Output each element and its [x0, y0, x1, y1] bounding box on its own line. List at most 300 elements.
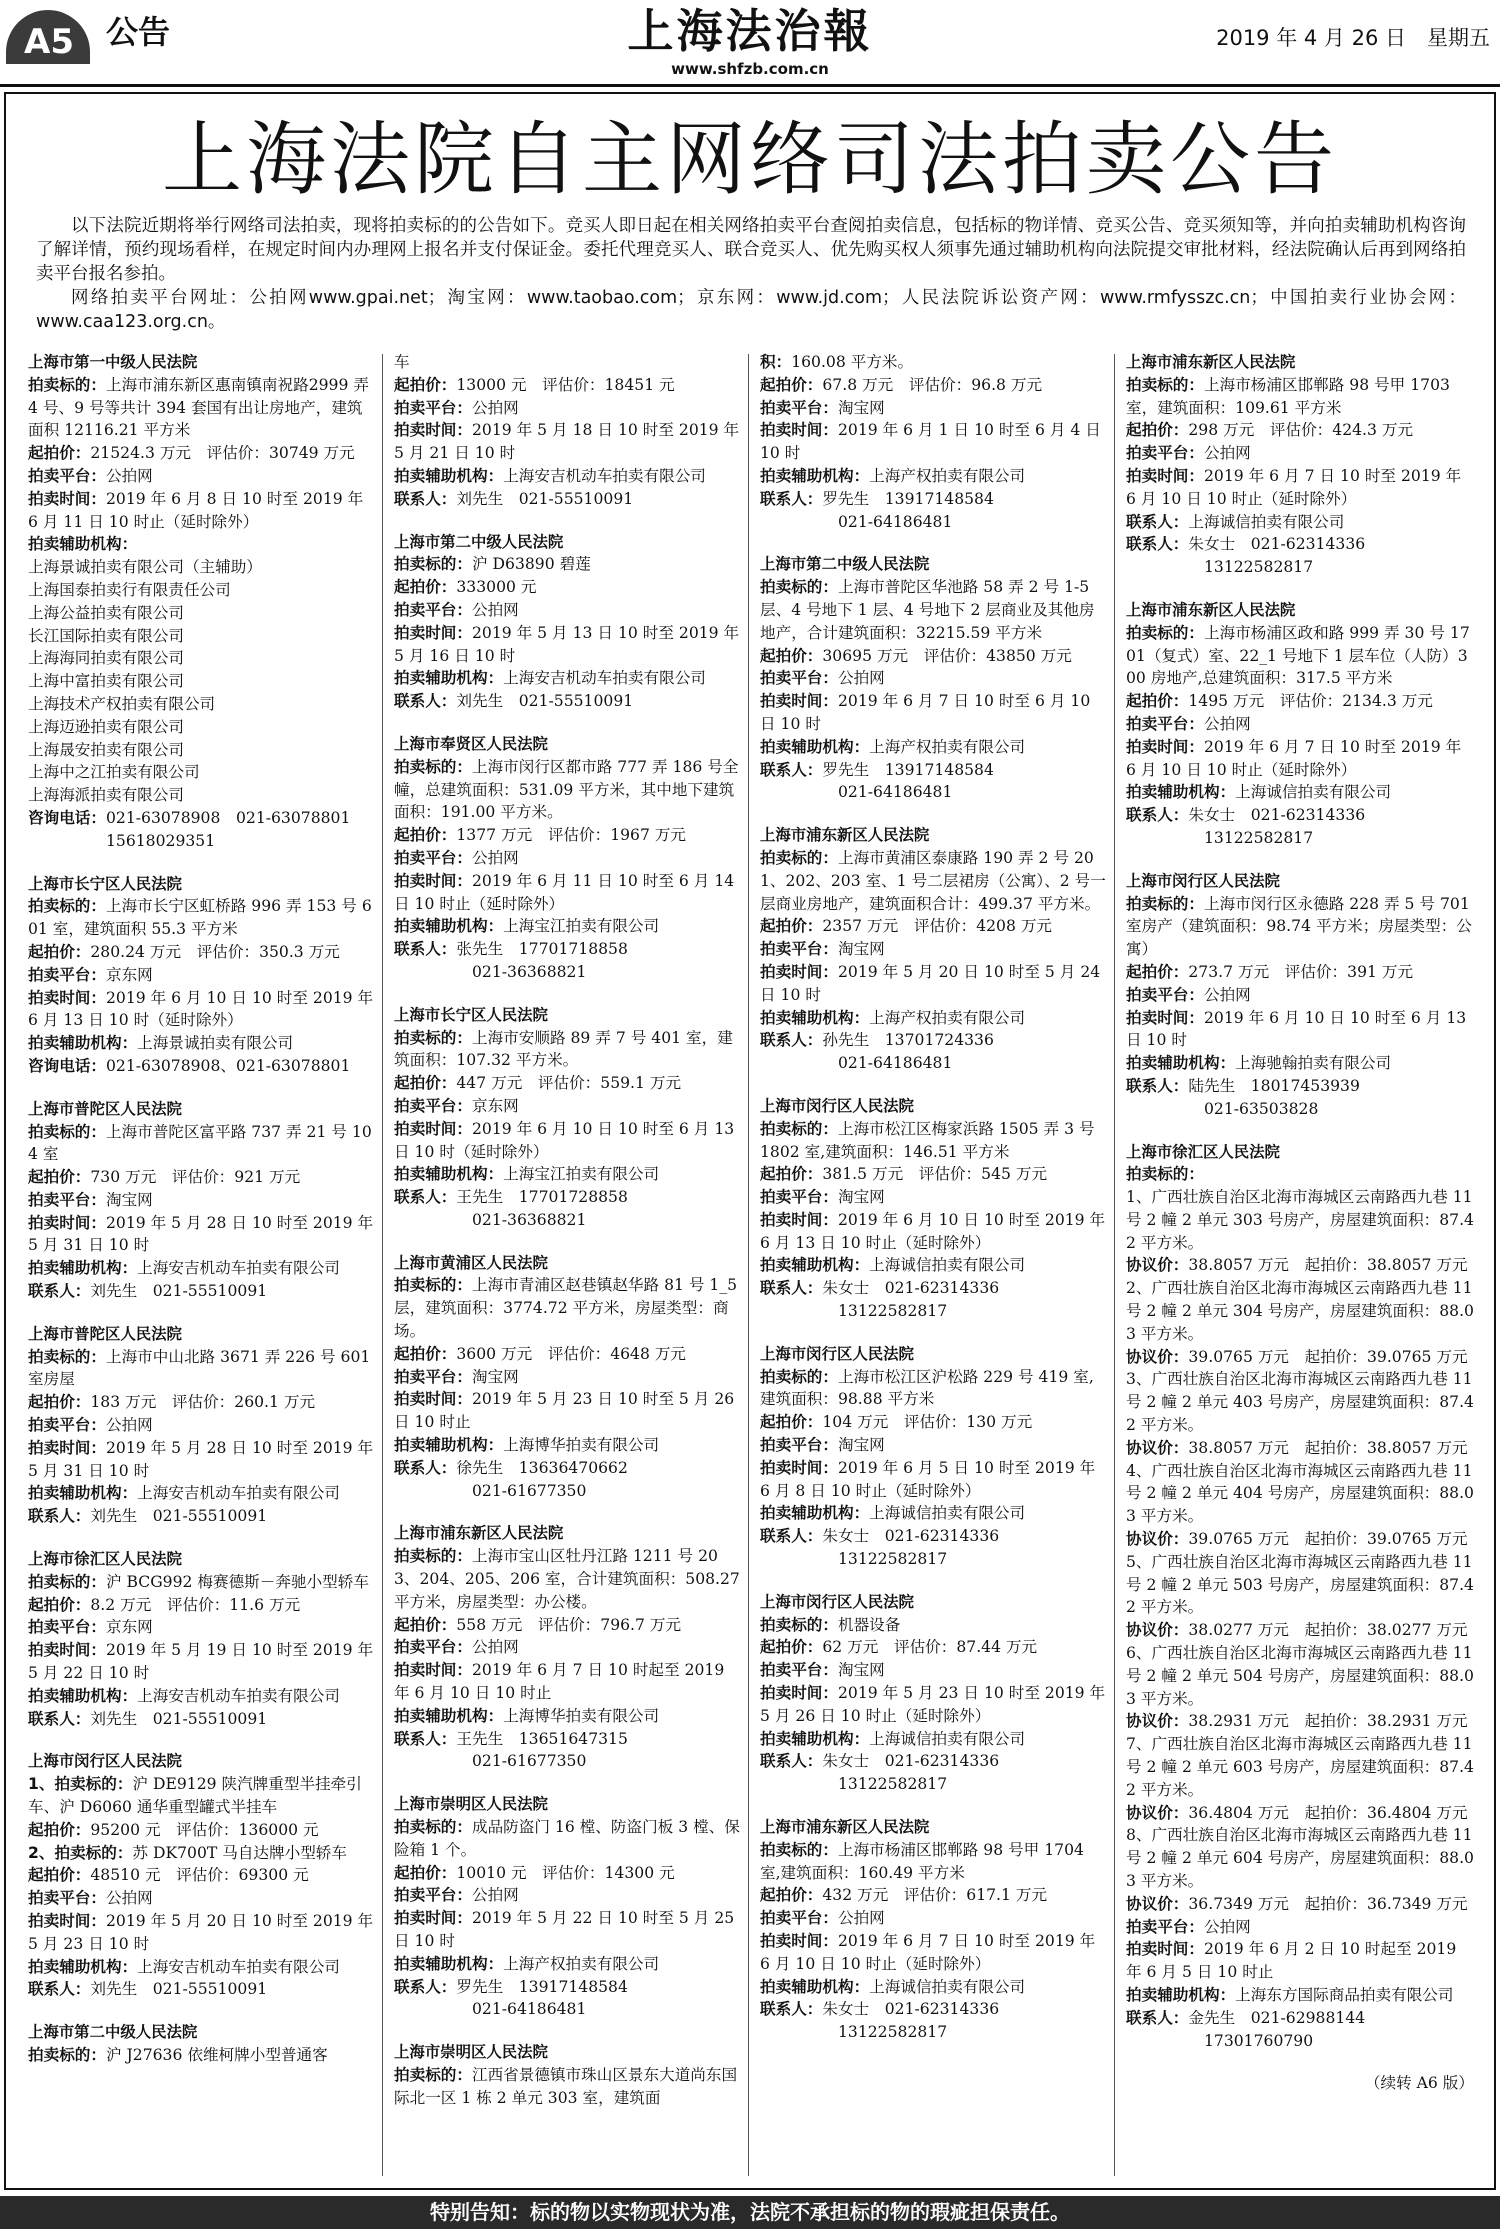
court-name: 上海市浦东新区人民法院 — [760, 1818, 930, 1837]
field-label: 协议价： — [1126, 1347, 1189, 1366]
field-label: 拍卖平台： — [760, 1436, 838, 1455]
contact-phone: 021-64186481 — [472, 2000, 587, 2019]
entry-line: 联系人：罗先生 13917148584 — [760, 489, 994, 508]
entry-line: 拍卖辅助机构：上海博华拍卖有限公司 — [394, 1706, 660, 1725]
field-label: 拍卖辅助机构： — [394, 1954, 504, 1973]
field-label: 拍卖辅助机构： — [760, 737, 870, 756]
entry-line: 拍卖时间：2019 年 5 月 20 日 10 时至 2019 年 5 月 23 日 10 时 — [28, 1912, 374, 1953]
entry-line: 拍卖平台：淘宝网 — [760, 1188, 885, 1207]
auction-entry — [1126, 2072, 1474, 2095]
entry-line: 拍卖辅助机构：上海产权拍卖有限公司 — [394, 1954, 660, 1973]
newspaper-url[interactable]: www.shfzb.com.cn — [671, 60, 829, 78]
field-label: 起拍价： — [760, 917, 823, 936]
entry-line: 拍卖辅助机构：上海安吉机动车拍卖有限公司 — [28, 1484, 340, 1503]
field-label: 拍卖辅助机构： — [28, 1484, 138, 1503]
contact-phone: 021-61677350 — [472, 1481, 587, 1500]
footer-disclaimer: 特别告知：标的物以实物现状为准，法院不承担标的物的瑕疵担保责任。 — [0, 2196, 1500, 2229]
entry-line: 拍卖标的：上海市黄浦区泰康路 190 弄 2 号 201、202、203 室、1 号二层裙房（公寓）、2 号一层商业房地产，建筑面积合计：499.37 平方米。 — [760, 848, 1106, 913]
entry-line: 拍卖平台：公拍网 — [394, 1638, 519, 1657]
entry-line: 联系人：刘先生 021-55510091 — [28, 1282, 268, 1301]
field-label: 拍卖平台： — [760, 1909, 838, 1928]
contact-phone: 15618029351 — [106, 831, 216, 850]
auction-entry — [28, 1750, 376, 2001]
contact-phone: 17301760790 — [1204, 2031, 1314, 2050]
field-label: 起拍价： — [394, 1615, 457, 1634]
field-label: 拍卖平台： — [28, 1618, 106, 1637]
court-name: 上海市浦东新区人民法院 — [1126, 353, 1296, 371]
field-label: 拍卖平台： — [1126, 1917, 1204, 1936]
entry-line: 拍卖标的：江西省景德镇市珠山区景东大道尚东国际北一区 1 栋 2 单元 303 室，建筑面 — [394, 2065, 738, 2107]
court-name: 上海市闵行区人民法院 — [28, 1752, 182, 1771]
entry-line: 起拍价：333000 元 — [394, 578, 537, 597]
page-header — [0, 0, 1500, 88]
auction-entry — [28, 2021, 376, 2067]
field-label: 协议价： — [1126, 1530, 1189, 1549]
entry-line: 拍卖平台：公拍网 — [394, 848, 519, 867]
court-name: 上海市浦东新区人民法院 — [394, 1524, 564, 1543]
entry-line: 拍卖标的：上海市宝山区牡丹江路 1211 号 203、204、205、206 室，合计建筑面积：508.27 平方米，房屋类型：办公楼。 — [394, 1547, 740, 1611]
entry-line: 7、广西壮族自治区北海市海城区云南路西九巷 11 号 2 幢 2 单元 603 号房产，房屋建筑面积：87.42 平方米。 — [1126, 1735, 1474, 1799]
field-label: 拍卖辅助机构： — [28, 535, 138, 554]
field-label: 拍卖标的： — [28, 375, 106, 394]
court-name: 上海市闵行区人民法院 — [760, 1096, 914, 1115]
auction-entry — [394, 1522, 742, 1773]
field-label: 拍卖辅助机构： — [760, 1256, 870, 1275]
field-label: 拍卖辅助机构： — [394, 1706, 504, 1725]
field-label: 拍卖辅助机构： — [28, 1259, 138, 1278]
entry-line: 起拍价：104 万元 评估价：130 万元 — [760, 1413, 1033, 1432]
field-label: 拍卖时间： — [28, 1641, 106, 1660]
field-label: 拍卖标的： — [394, 1547, 472, 1566]
field-label: 拍卖辅助机构： — [394, 669, 504, 688]
field-label: 拍卖标的： — [394, 2065, 472, 2084]
contact-phone: 13122582817 — [838, 1302, 948, 1321]
entry-line: 3、广西壮族自治区北海市海城区云南路西九巷 11 号 2 幢 2 单元 403 号房产，房屋建筑面积：87.42 平方米。 — [1126, 1370, 1474, 1435]
entry-line: 拍卖时间：2019 年 5 月 28 日 10 时至 2019 年 5 月 31 日 10 时 — [28, 1438, 374, 1480]
entry-line: 起拍价：8.2 万元 评估价：11.6 万元 — [28, 1595, 301, 1614]
entry-line: 1、广西壮族自治区北海市海城区云南路西九巷 11 号 2 幢 2 单元 303 号房产，房屋建筑面积：87.42 平方米。 — [1126, 1188, 1474, 1252]
court-name: 上海市普陀区人民法院 — [28, 1099, 182, 1118]
entry-line: 拍卖标的：沪 J27636 依维柯牌小型普通客 — [28, 2045, 328, 2064]
entry-line: 协议价：38.8057 万元 起拍价：38.8057 万元 — [1126, 1438, 1468, 1457]
entry-line: 起拍价：273.7 万元 评估价：391 万元 — [1126, 962, 1414, 981]
entry-line: 拍卖时间：2019 年 6 月 7 日 10 时至 6 月 10 日 10 时 — [760, 692, 1091, 733]
entry-line: 起拍价：447 万元 评估价：559.1 万元 — [394, 1074, 682, 1093]
court-name: 上海市第一中级人民法院 — [28, 353, 198, 371]
entry-line: 拍卖平台：公拍网 — [1126, 985, 1251, 1004]
field-label: 联系人： — [1126, 512, 1189, 531]
field-label: 拍卖时间： — [28, 1213, 106, 1232]
entry-line: 拍卖标的：上海市普陀区华池路 58 弄 2 号 1-5 层、4 号地下 1 层、4 号地下 2 层商业及其他房地产，合计建筑面积：32215.59 平方米 — [760, 578, 1095, 642]
entry-line: 起拍价：298 万元 评估价：424.3 万元 — [1126, 421, 1414, 440]
entry-line: 联系人：孙先生 13701724336 — [760, 1031, 994, 1050]
entry-line: 拍卖时间：2019 年 6 月 2 日 10 时起至 2019 年 6 月 5 日 10 时止 — [1126, 1940, 1457, 1982]
field-label: 拍卖平台： — [760, 398, 838, 417]
entry-line: 拍卖辅助机构：上海产权拍卖有限公司 — [760, 466, 1026, 485]
field-label: 联系人： — [394, 1458, 457, 1477]
auction-entry — [1126, 351, 1474, 579]
field-label: 拍卖平台： — [760, 1188, 838, 1207]
contact-phone: 021-61677350 — [472, 1752, 587, 1771]
entry-line: 拍卖标的：上海市普陀区富平路 737 弄 21 号 104 室 — [28, 1122, 372, 1164]
entry-line: 拍卖时间：2019 年 5 月 18 日 10 时至 2019 年 5 月 21 日 10 时 — [394, 421, 740, 463]
field-label: 联系人： — [1126, 806, 1189, 825]
auction-listings — [28, 351, 1476, 2176]
auction-entry — [28, 1548, 376, 1730]
court-name: 上海市第二中级人民法院 — [760, 555, 930, 574]
court-name: 上海市闵行区人民法院 — [1126, 871, 1280, 890]
court-name: 上海市崇明区人民法院 — [394, 1795, 548, 1814]
field-label: 协议价： — [1126, 1438, 1189, 1457]
contact-phone: 13122582817 — [1204, 828, 1314, 847]
field-label: 起拍价： — [28, 1820, 91, 1839]
entry-line: 联系人：张先生 17701718858 — [394, 940, 628, 959]
field-label: 拍卖时间： — [28, 1438, 106, 1457]
entry-line: 起拍价：280.24 万元 评估价：350.3 万元 — [28, 942, 340, 961]
field-label: 拍卖平台： — [394, 600, 472, 619]
entry-line: 联系人：刘先生 021-55510091 — [28, 1507, 268, 1526]
field-label: 拍卖标的： — [1126, 375, 1204, 394]
field-label: 拍卖时间： — [394, 871, 472, 890]
entry-line: 拍卖时间：2019 年 5 月 28 日 10 时至 2019 年 5 月 31 日 10 时 — [28, 1213, 374, 1255]
auction-entry — [394, 2041, 742, 2109]
entry-line: 联系人：陆先生 18017453939 — [1126, 1076, 1360, 1095]
entry-line: 拍卖平台：公拍网 — [1126, 444, 1251, 463]
newspaper-masthead: 上海法治報 — [627, 4, 873, 58]
entry-line: 拍卖标的：上海市长宁区虹桥路 996 弄 153 号 601 室，建筑面积 55.3 平方米 — [28, 897, 372, 939]
entry-line: 拍卖平台：淘宝网 — [760, 1436, 885, 1455]
court-name: 上海市普陀区人民法院 — [28, 1324, 182, 1343]
field-label: 拍卖标的： — [394, 757, 472, 776]
entry-line: 拍卖标的：上海市中山北路 3671 弄 226 号 601 室房屋 — [28, 1347, 371, 1389]
entry-line: 拍卖标的：沪 BCG992 梅赛德斯－奔驰小型轿车 — [28, 1572, 369, 1591]
entry-line: 拍卖标的：上海市闵行区永德路 228 弄 5 号 701 室房产（建筑面积：98.74 平方米；房屋类型：公寓） — [1126, 894, 1472, 959]
entry-line: 上海中之江拍卖有限公司 — [28, 763, 200, 782]
entry-line: 拍卖标的：上海市安顺路 89 弄 7 号 401 室，建筑面积：107.32 平方米。 — [394, 1028, 733, 1070]
field-label: 拍卖平台： — [28, 1889, 106, 1908]
field-label: 拍卖辅助机构： — [394, 1436, 504, 1455]
entry-line: 拍卖平台：公拍网 — [1126, 714, 1251, 733]
field-label: 协议价： — [1126, 1712, 1189, 1731]
entry-line — [1126, 1163, 1474, 1186]
entry-line: 拍卖辅助机构：上海东方国际商品拍卖有限公司 — [1126, 1985, 1454, 2004]
contact-phone: 021-63503828 — [1204, 1099, 1319, 1118]
entry-line: 协议价：39.0765 万元 起拍价：39.0765 万元 — [1126, 1347, 1468, 1366]
field-label: 拍卖时间： — [394, 1119, 472, 1138]
court-name: 上海市徐汇区人民法院 — [28, 1550, 182, 1569]
entry-line: 拍卖辅助机构：上海宝江拍卖有限公司 — [394, 1165, 660, 1184]
field-label: 拍卖平台： — [394, 1886, 472, 1905]
entry-line: 联系人：朱女士 021-62314336 — [760, 1279, 1000, 1298]
entry-line: 长江国际拍卖有限公司 — [28, 626, 184, 645]
field-label: 积： — [760, 353, 792, 371]
page-number: A5 — [24, 22, 74, 62]
auction-entry — [28, 1098, 376, 1303]
field-label: 拍卖时间： — [760, 1210, 838, 1229]
entry-line: 上海国泰拍卖行有限责任公司 — [28, 580, 231, 599]
entry-line: 联系人：王先生 17701728858 — [394, 1188, 628, 1207]
field-label: 拍卖时间： — [760, 962, 838, 981]
field-label: 起拍价： — [28, 942, 91, 961]
column-4 — [1126, 351, 1474, 2176]
field-label: 起拍价： — [394, 1074, 457, 1093]
entry-line: 联系人：罗先生 13917148584 — [394, 1977, 628, 1996]
column-1 — [28, 351, 376, 2176]
field-label: 1、拍卖标的： — [28, 1775, 133, 1794]
page-number-badge — [6, 10, 90, 64]
entry-line: 拍卖辅助机构：上海诚信拍卖有限公司 — [760, 1504, 1026, 1523]
contact-phone: 021-36368821 — [472, 1210, 587, 1229]
entry-line: 起拍价：1377 万元 评估价：1967 万元 — [394, 826, 687, 845]
field-label: 联系人： — [394, 1729, 457, 1748]
field-label: 起拍价： — [760, 1638, 823, 1657]
court-name: 上海市闵行区人民法院 — [760, 1344, 914, 1363]
field-label: 起拍价： — [28, 444, 91, 463]
entry-line: 协议价：38.8057 万元 起拍价：38.8057 万元 — [1126, 1256, 1468, 1275]
field-label: 联系人： — [1126, 535, 1189, 554]
field-label: 拍卖标的： — [394, 1028, 472, 1047]
entry-line: 拍卖平台：京东网 — [28, 1618, 153, 1637]
entry-line: 拍卖时间：2019 年 5 月 23 日 10 时至 5 月 26 日 10 时止 — [394, 1390, 735, 1432]
field-label: 联系人： — [760, 1752, 823, 1771]
field-label: 拍卖时间： — [28, 489, 106, 508]
field-label: 拍卖标的： — [28, 1122, 106, 1141]
field-label: 拍卖平台： — [28, 466, 106, 485]
field-label: 拍卖时间： — [28, 988, 106, 1007]
entry-line: 联系人：上海诚信拍卖有限公司 — [1126, 512, 1345, 531]
field-label: 拍卖辅助机构： — [394, 466, 504, 485]
field-label: 拍卖时间： — [28, 1912, 106, 1930]
auction-entry — [394, 1004, 742, 1232]
field-label: 拍卖标的： — [1126, 623, 1204, 642]
entry-line: 起拍价：2357 万元 评估价：4208 万元 — [760, 917, 1053, 936]
field-label: 拍卖时间： — [760, 692, 838, 711]
auction-entry — [760, 1343, 1108, 1571]
entry-line: 拍卖平台：公拍网 — [394, 1886, 519, 1905]
field-label: 联系人： — [28, 1709, 91, 1728]
entry-line: 拍卖辅助机构：上海诚信拍卖有限公司 — [1126, 783, 1392, 802]
entry-line: 4、广西壮族自治区北海市海城区云南路西九巷 11 号 2 幢 2 单元 404 号房产，房屋建筑面积：88.03 平方米。 — [1126, 1461, 1474, 1526]
entry-line: 上海技术产权拍卖有限公司 — [28, 694, 216, 713]
field-label: 协议价： — [1126, 1894, 1189, 1913]
field-label: 拍卖辅助机构： — [760, 1729, 870, 1748]
court-name: 上海市徐汇区人民法院 — [1126, 1142, 1280, 1161]
entry-line: 拍卖平台：淘宝网 — [28, 1190, 153, 1209]
entry-line: 起拍价：95200 元 评估价：136000 元 — [28, 1820, 319, 1839]
contact-phone: 13122582817 — [838, 1775, 948, 1794]
entry-line: 联系人：罗先生 13917148584 — [760, 760, 994, 779]
contact-phone: 021-64186481 — [838, 512, 953, 531]
field-label: 拍卖时间： — [394, 623, 472, 642]
entry-line: 上海海派拍卖有限公司 — [28, 786, 184, 805]
entry-line: 拍卖时间：2019 年 6 月 7 日 10 时起至 2019 年 6 月 10 日 10 时止 — [394, 1661, 725, 1703]
field-label: 拍卖时间： — [394, 1390, 472, 1409]
entry-line: 上海晟安拍卖有限公司 — [28, 740, 184, 759]
entry-line: 起拍价：381.5 万元 评估价：545 万元 — [760, 1165, 1048, 1184]
entry-line: 起拍价：21524.3 万元 评估价：30749 万元 — [28, 444, 355, 463]
entry-line: 协议价：38.2931 万元 起拍价：38.2931 万元 — [1126, 1712, 1468, 1731]
entry-line: 车 — [394, 353, 410, 371]
field-label: 拍卖时间： — [760, 1684, 838, 1703]
field-label: 拍卖时间： — [760, 421, 838, 440]
entry-line: 拍卖标的：上海市杨浦区政和路 999 弄 30 号 1701（复式）室、22_1 号地下 1 层车位（人防）300 房地产,总建筑面积：317.5 平方米 — [1126, 623, 1470, 688]
field-label: 拍卖时间： — [1126, 737, 1204, 756]
entry-line: 联系人：朱女士 021-62314336 — [760, 2000, 1000, 2019]
entry-line: 拍卖标的：上海市松江区沪松路 229 号 419 室,建筑面积：98.88 平方米 — [760, 1367, 1094, 1409]
field-label: 拍卖辅助机构： — [760, 1977, 870, 1996]
field-label: 协议价： — [1126, 1256, 1189, 1275]
field-label: 联系人： — [760, 489, 823, 508]
auction-entry — [394, 351, 742, 511]
field-label: 拍卖平台： — [394, 1096, 472, 1115]
entry-line: 拍卖平台：公拍网 — [394, 600, 519, 619]
field-label: 联系人： — [1126, 2008, 1189, 2027]
continued-note: （续转 A6 版） — [1364, 2074, 1474, 2093]
field-label: 咨询电话： — [28, 1056, 106, 1075]
contact-phone: 021-64186481 — [838, 783, 953, 802]
field-label: 拍卖平台： — [394, 848, 472, 867]
auction-entry — [394, 1793, 742, 2021]
field-label: 联系人： — [394, 692, 457, 711]
field-label: 拍卖平台： — [394, 1638, 472, 1657]
entry-line: 拍卖平台：淘宝网 — [760, 398, 885, 417]
entry-line: 咨询电话：021-63078908 021-63078801 — [28, 808, 351, 827]
entry-line: 积：160.08 平方米。 — [760, 353, 914, 371]
entry-line: 2、拍卖标的：苏 DK700T 马自达牌小型轿车 — [28, 1843, 347, 1862]
section-name: 公告 — [106, 13, 171, 51]
field-label: 拍卖标的： — [760, 578, 838, 597]
field-label: 拍卖标的： — [394, 1818, 472, 1837]
entry-line: 拍卖时间：2019 年 6 月 10 日 10 时至 6 月 13 日 10 时（延时除外） — [394, 1119, 735, 1161]
entry-line: 拍卖平台：淘宝网 — [760, 940, 885, 959]
court-name: 上海市黄浦区人民法院 — [394, 1253, 548, 1272]
entry-line: 联系人：王先生 13651647315 — [394, 1729, 628, 1748]
field-label: 联系人： — [760, 1279, 823, 1298]
entry-line: 拍卖标的：上海市闵行区都市路 777 弄 186 号全幢，总建筑面积：531.09 平方米，其中地下建筑面积：191.00 平方米。 — [394, 757, 739, 822]
field-label: 拍卖时间： — [394, 1661, 472, 1680]
field-label: 拍卖标的： — [760, 1367, 838, 1386]
entry-line: 拍卖辅助机构：上海安吉机动车拍卖有限公司 — [28, 1686, 340, 1705]
entry-line: 起拍价：1495 万元 评估价：2134.3 万元 — [1126, 692, 1433, 711]
entry-line: 拍卖标的：上海市浦东新区惠南镇南祝路2999 弄 4 号、9 号等共计 394 套国有出让房地产，建筑面积 12116.21 平方米 — [28, 375, 369, 440]
entry-line: 起拍价：13000 元 评估价：18451 元 — [394, 375, 675, 394]
field-label: 拍卖标的： — [28, 2045, 106, 2064]
entry-line: 拍卖平台：淘宝网 — [394, 1367, 519, 1386]
field-label: 拍卖平台： — [28, 1416, 106, 1435]
field-label: 起拍价： — [394, 375, 457, 394]
column-3 — [760, 351, 1108, 2176]
field-label: 起拍价： — [760, 1886, 823, 1905]
field-label: 拍卖辅助机构： — [760, 1008, 870, 1027]
field-label: 起拍价： — [760, 646, 823, 665]
field-label: 联系人： — [28, 1980, 91, 1999]
entry-line: 联系人：朱女士 021-62314336 — [760, 1752, 1000, 1771]
entry-line: 拍卖时间：2019 年 6 月 1 日 10 时至 6 月 4 日 10 时 — [760, 421, 1101, 463]
entry-line: 上海迈逊拍卖有限公司 — [28, 717, 184, 736]
field-label: 拍卖辅助机构： — [28, 1034, 138, 1053]
entry-line: 拍卖时间：2019 年 5 月 13 日 10 时至 2019 年 5 月 16 日 10 时 — [394, 623, 740, 665]
entry-line: 拍卖平台：公拍网 — [28, 466, 153, 485]
entry-line: 拍卖标的：成品防盗门 16 樘、防盗门板 3 樘、保险箱 1 个。 — [394, 1818, 740, 1859]
entry-line: 起拍价：10010 元 评估价：14300 元 — [394, 1863, 675, 1882]
field-label: 拍卖时间： — [760, 1458, 838, 1477]
entry-line: 起拍价：558 万元 评估价：796.7 万元 — [394, 1615, 682, 1634]
field-label: 拍卖辅助机构： — [28, 1957, 138, 1976]
field-label: 拍卖标的： — [28, 1572, 106, 1591]
field-label: 拍卖标的： — [394, 555, 472, 574]
field-label: 起拍价： — [28, 1168, 91, 1187]
field-label: 拍卖标的： — [1126, 894, 1204, 913]
field-label: 拍卖平台： — [1126, 985, 1204, 1004]
entry-line: 起拍价：62 万元 评估价：87.44 万元 — [760, 1638, 1038, 1657]
entry-line: 拍卖辅助机构：上海产权拍卖有限公司 — [760, 737, 1026, 756]
contact-phone: 13122582817 — [838, 1550, 948, 1569]
entry-line: 拍卖平台：公拍网 — [1126, 1917, 1251, 1936]
auction-entry — [394, 733, 742, 984]
entry-line: 起拍价：67.8 万元 评估价：96.8 万元 — [760, 375, 1043, 394]
field-label: 拍卖平台： — [394, 1367, 472, 1386]
entry-line: 拍卖时间：2019 年 5 月 23 日 10 时至 2019 年 5 月 26 日 10 时止（延时除外） — [760, 1684, 1106, 1725]
entry-line: 拍卖平台：公拍网 — [394, 398, 519, 417]
entry-line: 协议价：36.4804 万元 起拍价：36.4804 万元 — [1126, 1803, 1468, 1822]
entry-line: 拍卖平台：公拍网 — [760, 1909, 885, 1928]
entry-line: 起拍价：432 万元 评估价：617.1 万元 — [760, 1886, 1048, 1905]
field-label: 起拍价： — [394, 578, 457, 597]
entry-line: 联系人：刘先生 021-55510091 — [28, 1980, 268, 1999]
field-label: 拍卖平台： — [1126, 444, 1204, 463]
entry-line: 拍卖辅助机构：上海诚信拍卖有限公司 — [760, 1729, 1026, 1748]
auction-entry — [760, 1095, 1108, 1323]
entry-line: 联系人：金先生 021-62988144 — [1126, 2008, 1366, 2027]
field-label: 协议价： — [1126, 1621, 1189, 1640]
field-label: 拍卖辅助机构： — [394, 917, 504, 936]
field-label: 拍卖标的： — [760, 848, 838, 867]
field-label: 起拍价： — [760, 1413, 823, 1432]
entry-line: 拍卖标的：机器设备 — [760, 1615, 901, 1634]
field-label: 拍卖时间： — [760, 1932, 838, 1950]
issue-date: 2019 年 4 月 26 日 星期五 — [1216, 26, 1490, 50]
field-label: 起拍价： — [28, 1393, 91, 1412]
entry-line: 拍卖辅助机构：上海诚信拍卖有限公司 — [760, 1256, 1026, 1275]
court-name: 上海市闵行区人民法院 — [760, 1592, 914, 1611]
entry-line: 拍卖时间：2019 年 6 月 7 日 10 时至 2019 年 6 月 10 日 10 时止（延时除外） — [760, 1932, 1096, 1973]
field-label: 起拍价： — [28, 1595, 91, 1614]
entry-line: 拍卖标的：上海市杨浦区邯郸路 98 号甲 1703 室，建筑面积：109.61 平方米 — [1126, 375, 1450, 417]
entry-line: 协议价：36.7349 万元 起拍价：36.7349 万元 — [1126, 1894, 1468, 1913]
field-label: 拍卖时间： — [394, 421, 472, 440]
entry-line: 拍卖辅助机构：上海宝江拍卖有限公司 — [394, 917, 660, 936]
field-label: 联系人： — [1126, 1076, 1189, 1095]
field-label: 拍卖标的： — [1126, 1165, 1204, 1184]
field-label: 联系人： — [394, 1188, 457, 1207]
entry-line: 拍卖标的：沪 D63890 碧莲 — [394, 555, 591, 574]
auction-entry — [394, 1252, 742, 1503]
entry-line: 起拍价：30695 万元 评估价：43850 万元 — [760, 646, 1072, 665]
header-rule — [0, 84, 1500, 87]
field-label: 拍卖辅助机构： — [760, 1504, 870, 1523]
entry-line: 咨询电话：021-63078908、021-63078801 — [28, 1056, 351, 1075]
field-label: 拍卖平台： — [1126, 714, 1204, 733]
court-name: 上海市浦东新区人民法院 — [760, 826, 930, 845]
field-label: 2、拍卖标的： — [28, 1843, 133, 1862]
auction-entry — [1126, 1141, 1474, 2053]
entry-line: 拍卖辅助机构：上海博华拍卖有限公司 — [394, 1436, 660, 1455]
field-label: 起拍价： — [394, 1344, 457, 1363]
entry-line: 联系人：刘先生 021-55510091 — [28, 1709, 268, 1728]
field-label: 拍卖平台： — [760, 940, 838, 959]
contact-phone: 021-64186481 — [838, 1054, 953, 1073]
entry-line: 2、广西壮族自治区北海市海城区云南路西九巷 11 号 2 幢 2 单元 304 号房产，房屋建筑面积：88.03 平方米。 — [1126, 1279, 1474, 1343]
